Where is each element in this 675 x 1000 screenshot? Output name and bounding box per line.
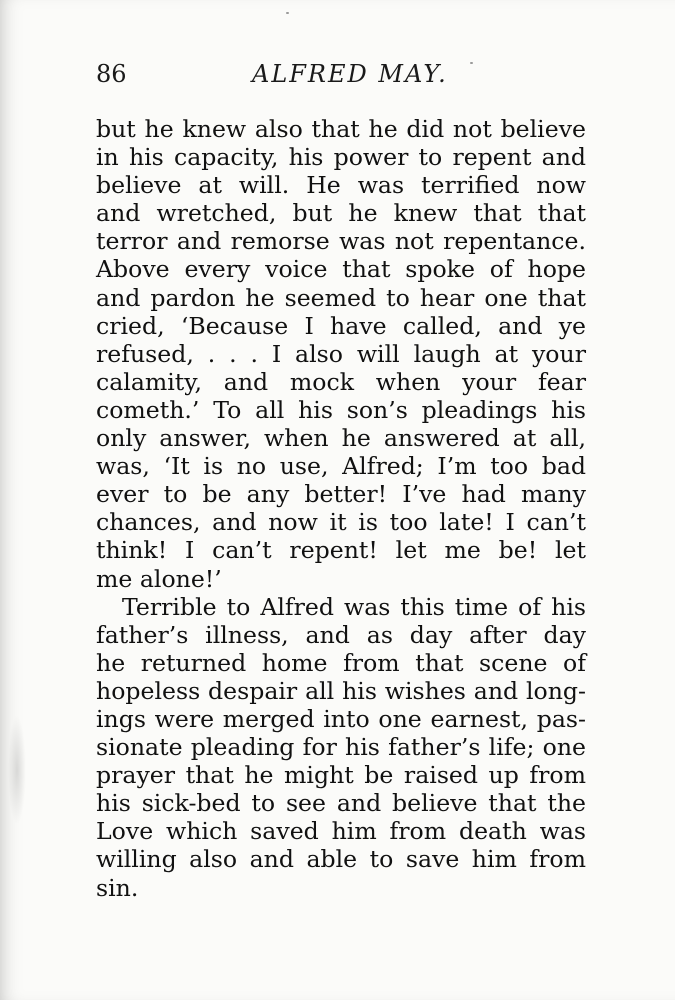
text-line: father’s illness, and as day after day xyxy=(96,620,586,649)
ink-speck xyxy=(286,12,289,14)
text-line: believe at will. He was terrified now xyxy=(96,171,586,200)
text-line: he returned home from that scene of xyxy=(96,648,586,677)
margin-smudge xyxy=(8,715,26,825)
text-line: refused, . . . I also will laugh at your xyxy=(96,339,586,368)
text-line: was, ‘It is no use, Alfred; I’m too bad xyxy=(96,452,586,481)
text-line: cried, ‘Because I have called, and ye xyxy=(96,311,586,340)
text-line: me alone!’ xyxy=(96,564,222,593)
text-line: calamity, and mock when your fear xyxy=(96,367,586,396)
text-line: his sick-bed to see and believe that the xyxy=(96,789,586,818)
text-line: Terrible to Alfred was this time of his xyxy=(122,592,586,621)
text-line: sionate pleading for his father’s life; one xyxy=(96,733,586,762)
text-line: in his capacity, his power to repent and xyxy=(96,143,586,172)
running-title: ALFRED MAY. xyxy=(252,60,448,88)
body-text xyxy=(96,115,586,902)
text-line: sin. xyxy=(96,873,139,902)
text-line: Above every voice that spoke of hope xyxy=(96,255,586,284)
text-line: think! I can’t repent! let me be! let xyxy=(96,536,586,565)
text-line: but he knew also that he did not believe xyxy=(96,115,586,143)
text-line: hopeless despair all his wishes and long- xyxy=(96,676,586,705)
text-line: prayer that he might be raised up from xyxy=(96,761,586,790)
page-number: 86 xyxy=(96,60,127,88)
text-line: cometh.’ To all his son’s pleadings his xyxy=(96,395,586,424)
text-line: ever to be any better! I’ve had many xyxy=(96,480,586,509)
text-line: only answer, when he answered at all, xyxy=(96,424,586,453)
text-line: terror and remorse was not repentance. xyxy=(96,227,586,256)
text-line: and pardon he seemed to hear one that xyxy=(96,283,586,312)
text-line: chances, and now it is too late! I can’t xyxy=(96,508,586,537)
text-line: ings were merged into one earnest, pas- xyxy=(96,704,586,733)
text-line: and wretched, but he knew that that xyxy=(96,199,586,228)
running-head xyxy=(96,58,586,90)
text-line: willing also and able to save him from xyxy=(96,845,586,874)
text-line: Love which saved him from death was xyxy=(96,817,586,846)
